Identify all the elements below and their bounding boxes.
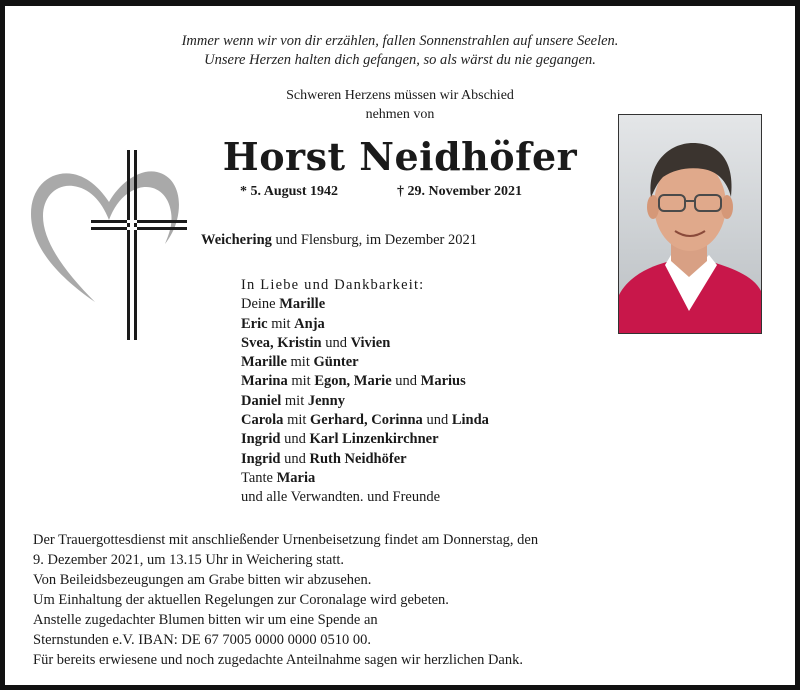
heart-outline-icon bbox=[31, 171, 179, 302]
place-town: Weichering bbox=[201, 232, 272, 248]
mourner-rows bbox=[241, 295, 489, 507]
deceased-name: Horst Neidhöfer bbox=[222, 134, 578, 179]
mourner-row bbox=[241, 392, 489, 411]
mourner-name: Ingrid bbox=[241, 450, 281, 467]
mourner-name: Günter bbox=[313, 354, 359, 371]
mourner-name: Eric bbox=[241, 315, 268, 332]
footer-line-2: 9. Dezember 2021, um 13.15 Uhr in Weichering statt. bbox=[33, 552, 345, 568]
poem-line-2: Unsere Herzen halten dich gefangen, so als wärst du nie gegangen. bbox=[204, 52, 596, 68]
mourner-row bbox=[241, 450, 489, 469]
mourner-name: Marius bbox=[420, 373, 466, 390]
mourner-row bbox=[241, 315, 489, 334]
heart-cross-emblem bbox=[27, 144, 187, 344]
mourner-connector: mit bbox=[267, 315, 295, 332]
mourner-name: Carola bbox=[241, 412, 284, 429]
mourner-name: Maria bbox=[276, 469, 316, 486]
footer-line-1: Der Trauergottesdienst mit anschließender Urnenbeisetzung findet am Donnerstag, den bbox=[33, 532, 539, 548]
portrait-photo bbox=[618, 114, 762, 334]
mourner-name: Ruth Neidhöfer bbox=[309, 450, 407, 467]
mourner-connector: mit bbox=[283, 412, 311, 429]
mourner-row bbox=[241, 469, 489, 488]
mourner-row bbox=[241, 488, 489, 507]
footer-line-3: Von Beileidsbezeugungen am Grabe bitten wir abzusehen. bbox=[33, 572, 372, 588]
place-and-date bbox=[201, 232, 477, 249]
mourner-name: Jenny bbox=[307, 392, 345, 409]
portrait-illustration bbox=[619, 115, 761, 333]
mourner-connector: und alle Verwandten. und Freunde bbox=[241, 489, 441, 506]
mourner-connector: und bbox=[391, 373, 421, 390]
mourners-heading: In Liebe und Dankbarkeit: bbox=[241, 277, 425, 293]
mourner-name: Marille bbox=[279, 296, 326, 313]
mourner-connector: mit bbox=[281, 392, 308, 409]
mourner-name: Marina bbox=[241, 373, 288, 390]
death-date: † 29. November 2021 bbox=[397, 184, 522, 199]
birth-date: * 5. August 1942 bbox=[240, 184, 339, 199]
mourner-name: Vivien bbox=[350, 334, 391, 351]
mourner-name: Egon, Marie bbox=[314, 373, 392, 390]
mourner-connector: Tante bbox=[241, 469, 277, 486]
mourner-name: Ingrid bbox=[241, 431, 281, 448]
mourner-connector: mit bbox=[286, 354, 314, 371]
place-rest: und Flensburg, im Dezember 2021 bbox=[271, 232, 478, 248]
footer-line-6: Sternstunden e.V. IBAN: DE 67 7005 0000 0000 0510 00. bbox=[33, 632, 372, 648]
mourner-row bbox=[241, 411, 489, 430]
intro-line-1: Schweren Herzens müssen wir Abschied bbox=[286, 88, 514, 103]
mourner-row bbox=[241, 353, 489, 372]
service-details bbox=[33, 530, 538, 670]
poem-line-1: Immer wenn wir von dir erzählen, fallen Sonnenstrahlen auf unsere Seelen. bbox=[181, 33, 619, 49]
footer-line-5: Anstelle zugedachter Blumen bitten wir um eine Spende an bbox=[33, 612, 378, 628]
mourner-connector: und bbox=[280, 431, 310, 448]
mourner-row bbox=[241, 430, 489, 449]
footer-line-4: Um Einhaltung der aktuellen Regelungen zur Coronalage wird gebeten. bbox=[33, 592, 449, 608]
mourner-name: Marille bbox=[241, 354, 287, 371]
mourner-name: Svea, Kristin bbox=[241, 334, 322, 351]
mourner-name: Daniel bbox=[241, 392, 282, 409]
intro-line-2: nehmen von bbox=[365, 107, 435, 122]
mourner-connector: und bbox=[422, 412, 452, 429]
mourner-name: Anja bbox=[294, 315, 325, 332]
footer-line-7: Für bereits erwiesene und noch zugedachte Anteilnahme sagen wir herzlichen Dank. bbox=[33, 652, 523, 668]
mourner-connector: und bbox=[280, 450, 310, 467]
mourners-list bbox=[241, 276, 489, 508]
mourner-row bbox=[241, 334, 489, 353]
mourner-name: Gerhard, Corinna bbox=[310, 412, 423, 429]
mourner-row bbox=[241, 295, 489, 314]
mourner-name: Linda bbox=[451, 412, 489, 429]
mourner-name: Karl Linzenkirchner bbox=[309, 431, 439, 448]
mourner-row bbox=[241, 372, 489, 391]
mourner-connector: Deine bbox=[241, 296, 280, 313]
mourner-connector: mit bbox=[287, 373, 315, 390]
mourner-connector: und bbox=[321, 334, 351, 351]
